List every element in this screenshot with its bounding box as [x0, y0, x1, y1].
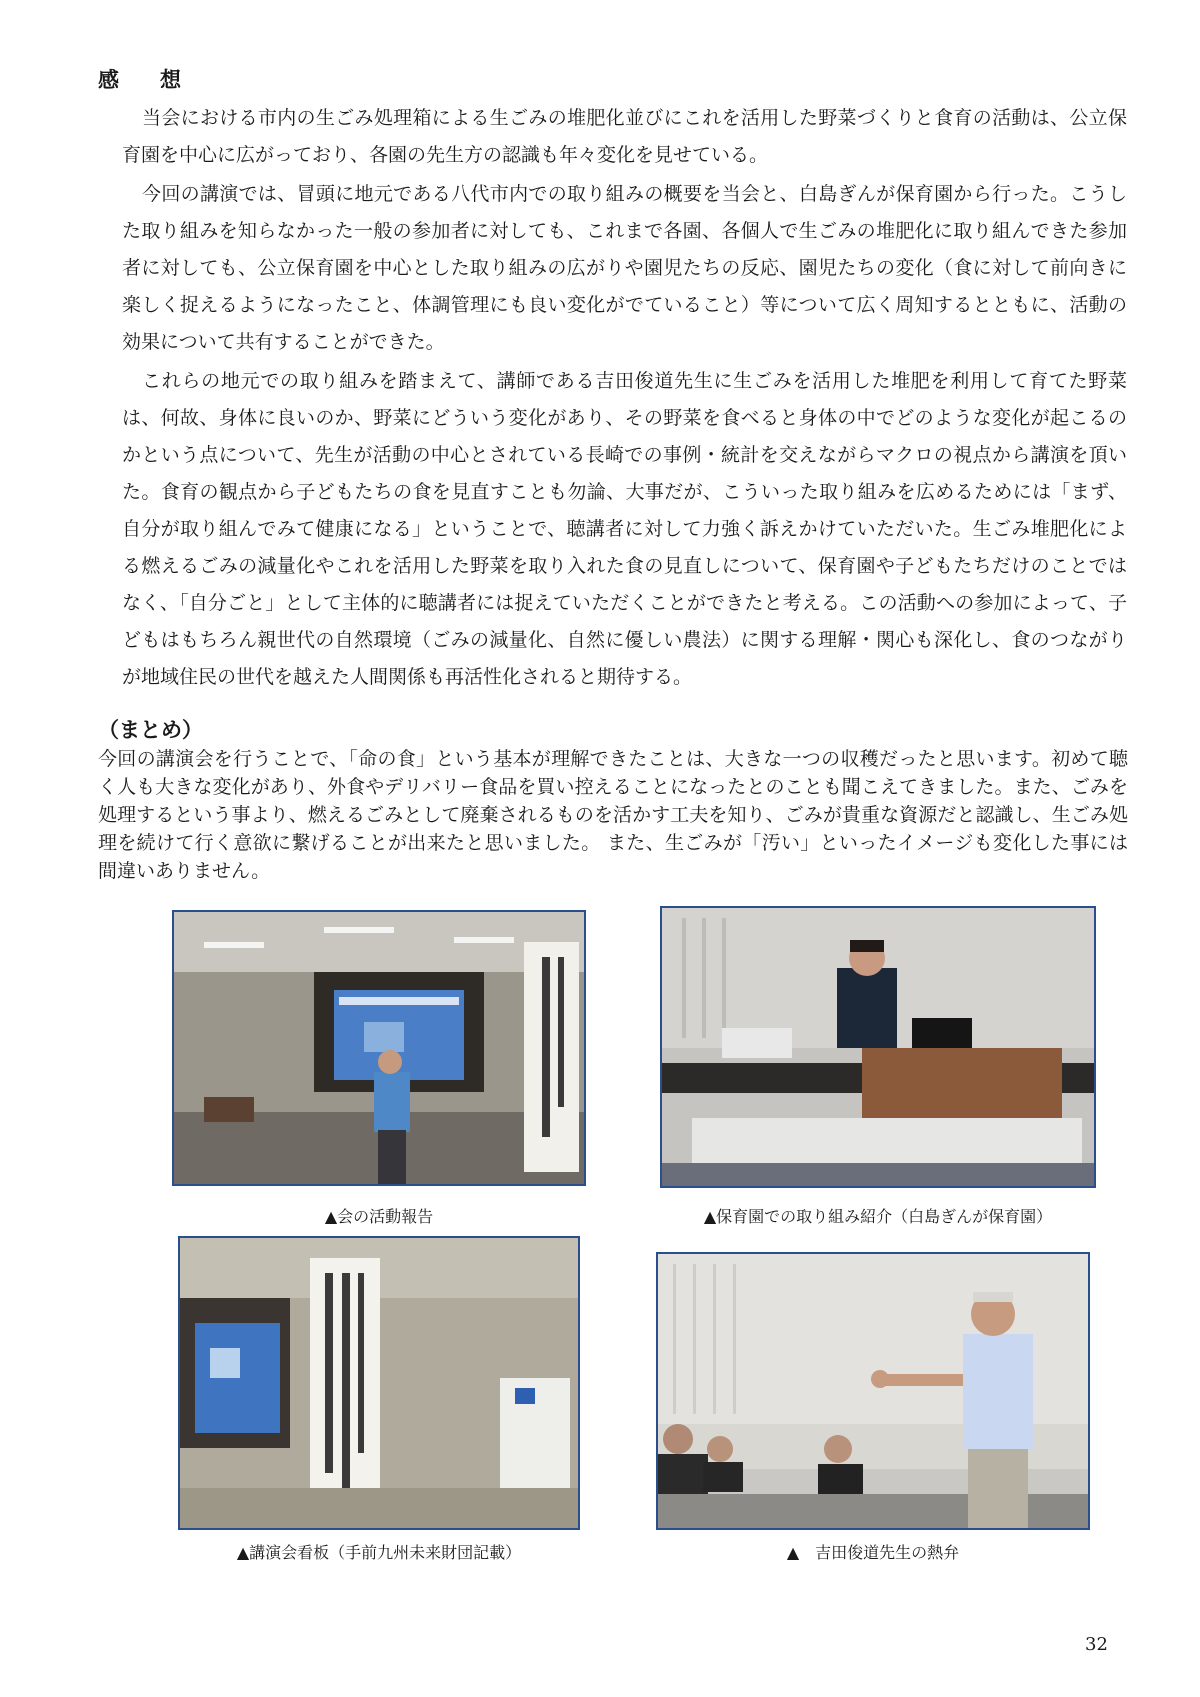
photo-lecture-signboard [178, 1236, 580, 1530]
caption-activity-report: ▲会の活動報告 [324, 1207, 434, 1226]
impressions-section [122, 100, 1127, 698]
caption-nursery-presentation: ▲保育園での取り組み紹介（白島ぎんが保育園） [703, 1207, 1053, 1226]
impressions-paragraph: 当会における市内の生ごみ処理箱による生ごみの堆肥化並びにこれを活用した野菜づくりと食育の活動は、公立保育園を中心に広がっており、各園の先生方の認識も年々変化を見せている。 [122, 107, 1127, 166]
impressions-paragraph: 今回の講演では、冒頭に地元である八代市内での取り組みの概要を当会と、白島ぎんが保育園から行った。こうした取り組みを知らなかった一般の参加者に対しても、これまで各園、各個人で生ごみの堆肥化に取り組んできた参加者に対しても、公立保育園を中心とした取り組みの広がりや園児たちの反応、園児たちの変化（食に対して前向きに楽しく捉えるようになったこと、体調管理にも良い変化がでていること）等について広く周知するとともに、活動の効果について共有することができた。 [122, 183, 1127, 353]
photo-lecturer-speaking [656, 1252, 1090, 1530]
page-number: 32 [1085, 1634, 1108, 1655]
impressions-paragraph: これらの地元での取り組みを踏まえて、講師である吉田俊道先生に生ごみを活用した堆肥を利用して育てた野菜は、何故、身体に良いのか、野菜にどういう変化があり、その野菜を食べると身体の中でどのような変化が起こるのかという点について、先生が活動の中心とされている長崎での事例・統計を交えながらマクロの視点から講演を頂いた。食育の観点から子どもたちの食を見直すことも勿論、大事だが、こういった取り組みを広めるためには「まず、自分が取り組んでみて健康になる」ということで、聴講者に対して力強く訴えかけていただいた。生ごみ堆肥化による燃えるごみの減量化やこれを活用した野菜を取り入れた食の見直しについて、保育園や子どもたちだけのことではなく、「自分ごと」として主体的に聴講者には捉えていただくことができたと考える。この活動への参加によって、子どもはもちろん親世代の自然環境（ごみの減量化、自然に優しい農法）に関する理解・関心も深化し、食のつながりが地域住民の世代を越えた人間関係も再活性化されると期待する。 [122, 370, 1127, 688]
heading-summary: （まとめ） [98, 718, 203, 742]
photo-nursery-presentation [660, 906, 1096, 1188]
caption-lecturer-speaking: ▲ 吉田俊道先生の熱弁 [786, 1543, 960, 1562]
caption-lecture-signboard: ▲講演会看板（手前九州未来財団記載） [236, 1543, 522, 1562]
heading-impressions: 感 想 [98, 68, 191, 92]
summary-paragraph: 今回の講演会を行うことで、「命の食」という基本が理解できたことは、大きな一つの収穫だったと思います。初めて聴く人も大きな変化があり、外食やデリバリー食品を買い控えることになったとのことも聞こえてきました。また、ごみを処理するという事より、燃えるごみとして廃棄されるものを活かす工夫を知り、ごみが貴重な資源だと認識し、生ごみ処理を続けて行く意欲に繋げることが出来たと思いました。 また、生ごみが「汚い」といったイメージも変化した事には間違いありません。 [98, 748, 1128, 882]
photo-activity-report [172, 910, 586, 1186]
